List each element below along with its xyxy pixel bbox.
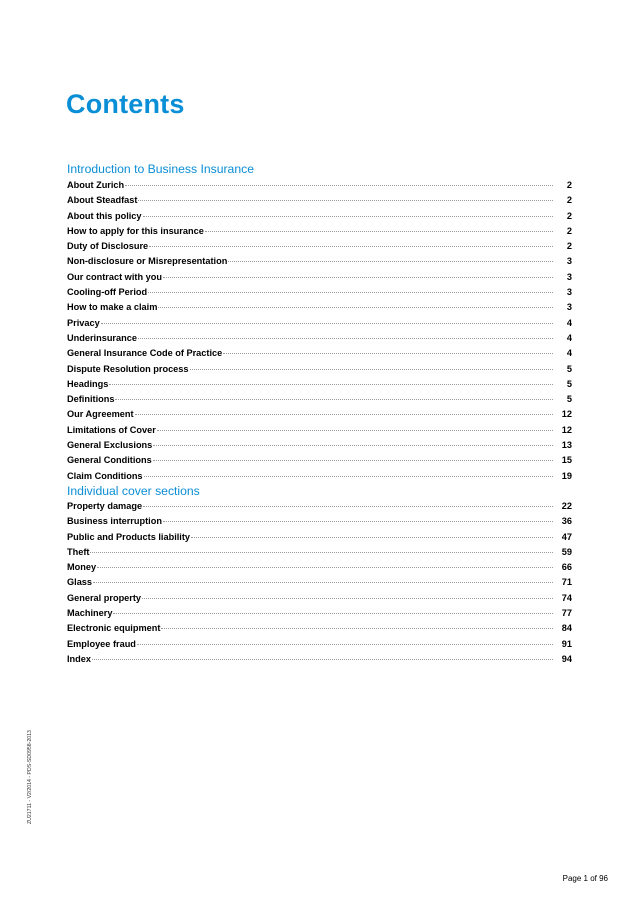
toc-entry-page[interactable]: 91 xyxy=(561,638,572,649)
toc-entry[interactable] xyxy=(67,438,572,453)
toc-entry-page[interactable]: 12 xyxy=(561,424,572,435)
toc-entry-label[interactable]: Definitions xyxy=(67,394,115,405)
dot-leader xyxy=(149,246,553,247)
toc-entry-page[interactable]: 3 xyxy=(566,287,572,298)
toc-entry-label[interactable]: About Steadfast xyxy=(67,195,138,206)
dot-leader xyxy=(93,582,553,583)
toc-entry[interactable] xyxy=(67,423,572,438)
toc-entry[interactable] xyxy=(67,453,572,468)
toc-entry[interactable] xyxy=(67,560,572,575)
dot-leader xyxy=(115,399,553,400)
toc-entry-page[interactable]: 22 xyxy=(561,501,572,511)
toc-entry-page[interactable]: 2 xyxy=(566,225,572,236)
toc-entry-label[interactable]: Limitations of Cover xyxy=(67,424,156,435)
toc-entry[interactable] xyxy=(67,530,572,545)
toc-entry-page[interactable]: 3 xyxy=(566,271,572,282)
toc-entry-page[interactable]: 74 xyxy=(561,592,572,603)
dot-leader xyxy=(142,598,553,599)
toc-entry[interactable] xyxy=(67,499,572,514)
dot-leader xyxy=(143,216,553,217)
toc-entry-label[interactable]: Public and Products liability xyxy=(67,531,191,542)
toc-entry-label[interactable]: Claim Conditions xyxy=(67,470,143,481)
toc-entry-label[interactable]: General Insurance Code of Practice xyxy=(67,348,223,359)
toc-entry[interactable] xyxy=(67,239,572,254)
dot-leader xyxy=(191,537,553,538)
dot-leader xyxy=(137,644,553,645)
toc-entry-label[interactable]: General property xyxy=(67,592,142,603)
toc-entry[interactable] xyxy=(67,209,572,224)
dot-leader xyxy=(90,552,553,553)
toc-entry-label[interactable]: Machinery xyxy=(67,608,113,619)
toc-entry[interactable] xyxy=(67,621,572,636)
toc-entry[interactable] xyxy=(67,591,572,606)
toc-entry-label[interactable]: General Exclusions xyxy=(67,440,153,451)
toc-entry[interactable] xyxy=(67,392,572,407)
toc-entry-label[interactable]: Our Agreement xyxy=(67,409,134,420)
dot-leader xyxy=(161,628,553,629)
toc-entry[interactable] xyxy=(67,316,572,331)
toc-entry-label[interactable]: Dispute Resolution process xyxy=(67,363,189,374)
dot-leader xyxy=(148,292,553,293)
page-indicator: Page 1 of 96 xyxy=(562,874,608,883)
toc-entry-label[interactable]: About Zurich xyxy=(67,180,125,190)
toc-entry[interactable] xyxy=(67,254,572,269)
toc-entry-page[interactable]: 94 xyxy=(561,653,572,664)
toc-entry-page[interactable]: 5 xyxy=(566,378,572,389)
dot-leader xyxy=(190,369,553,370)
toc-entry[interactable] xyxy=(67,346,572,361)
toc-entry[interactable] xyxy=(67,178,572,193)
section-heading-cover-sections: Individual cover sections xyxy=(67,484,200,498)
toc-entry-label[interactable]: Electronic equipment xyxy=(67,623,161,634)
dot-leader xyxy=(153,445,553,446)
toc-entry-label[interactable]: Money xyxy=(67,562,97,573)
dot-leader xyxy=(138,200,553,201)
dot-leader xyxy=(153,460,553,461)
dot-leader xyxy=(223,353,553,354)
toc-entry-page[interactable]: 4 xyxy=(566,317,572,328)
toc-entry-page[interactable]: 19 xyxy=(561,470,572,481)
section-heading-introduction: Introduction to Business Insurance xyxy=(67,162,254,176)
dot-leader xyxy=(144,476,553,477)
toc-entry-page[interactable]: 13 xyxy=(561,440,572,451)
document-code: ZU21711 - V2/2014 - PDS-SD0958-2013 xyxy=(27,730,33,824)
toc-entry-label[interactable]: How to apply for this insurance xyxy=(67,225,204,236)
toc-list-introduction xyxy=(67,178,572,484)
toc-entry[interactable] xyxy=(67,285,572,300)
toc-entry-label[interactable]: Theft xyxy=(67,546,90,557)
toc-entry-page[interactable]: 4 xyxy=(566,348,572,359)
toc-entry-page[interactable]: 2 xyxy=(566,241,572,252)
toc-entry[interactable] xyxy=(67,193,572,208)
dot-leader xyxy=(113,613,553,614)
page-title: Contents xyxy=(66,89,185,119)
dot-leader xyxy=(163,277,553,278)
dot-leader xyxy=(92,659,553,660)
toc-entry-page[interactable]: 77 xyxy=(561,608,572,619)
toc-entry-page[interactable]: 3 xyxy=(566,256,572,267)
toc-entry-label[interactable]: General Conditions xyxy=(67,455,152,466)
toc-entry-page[interactable]: 4 xyxy=(566,332,572,343)
dot-leader xyxy=(109,384,553,385)
toc-entry-label[interactable]: Glass xyxy=(67,577,93,588)
dot-leader xyxy=(205,231,553,232)
toc-entry-label[interactable]: Our contract with you xyxy=(67,271,162,282)
toc-entry[interactable] xyxy=(67,606,572,621)
toc-entry-page[interactable]: 12 xyxy=(561,409,572,420)
toc-entry[interactable] xyxy=(67,377,572,392)
toc-entry-page[interactable]: 66 xyxy=(561,562,572,573)
toc-entry-label[interactable]: Cooling-off Period xyxy=(67,287,148,298)
toc-entry[interactable] xyxy=(67,545,572,560)
toc-entry-label[interactable]: Duty of Disclosure xyxy=(67,241,149,252)
toc-entry-label[interactable]: Business interruption xyxy=(67,516,162,527)
toc-entry-label[interactable]: Privacy xyxy=(67,317,100,328)
dot-leader xyxy=(97,567,553,568)
toc-entry[interactable] xyxy=(67,469,572,484)
toc-entry[interactable] xyxy=(67,575,572,590)
toc-list-cover-sections xyxy=(67,499,572,667)
toc-entry-label[interactable]: Employee fraud xyxy=(67,638,136,649)
dot-leader xyxy=(138,338,553,339)
toc-entry-label[interactable]: About this policy xyxy=(67,210,142,221)
toc-entry-label[interactable]: Property damage xyxy=(67,501,143,511)
dot-leader xyxy=(143,506,553,507)
toc-entry-page[interactable]: 2 xyxy=(566,180,572,190)
toc-entry-page[interactable]: 3 xyxy=(566,302,572,313)
toc-entry[interactable] xyxy=(67,652,572,667)
toc-entry[interactable] xyxy=(67,637,572,652)
toc-entry-page[interactable]: 15 xyxy=(561,455,572,466)
toc-entry-page[interactable]: 84 xyxy=(561,623,572,634)
toc-entry[interactable] xyxy=(67,407,572,422)
dot-leader xyxy=(158,307,553,308)
toc-entry-page[interactable]: 5 xyxy=(566,394,572,405)
dot-leader xyxy=(157,430,553,431)
dot-leader xyxy=(125,185,553,186)
dot-leader xyxy=(101,323,553,324)
toc-entry[interactable] xyxy=(67,270,572,285)
toc-entry-label[interactable]: Underinsurance xyxy=(67,332,137,343)
toc-entry[interactable] xyxy=(67,331,572,346)
toc-entry-page[interactable]: 59 xyxy=(561,546,572,557)
toc-entry-page[interactable]: 2 xyxy=(566,195,572,206)
toc-entry-label[interactable]: Index xyxy=(67,653,91,664)
toc-entry-page[interactable]: 5 xyxy=(566,363,572,374)
toc-entry-label[interactable]: How to make a claim xyxy=(67,302,158,313)
toc-entry[interactable] xyxy=(67,362,572,377)
toc-entry[interactable] xyxy=(67,300,572,315)
dot-leader xyxy=(135,414,553,415)
toc-entry-page[interactable]: 2 xyxy=(566,210,572,221)
toc-entry-page[interactable]: 36 xyxy=(561,516,572,527)
toc-entry-page[interactable]: 47 xyxy=(561,531,572,542)
toc-entry[interactable] xyxy=(67,224,572,239)
toc-entry-page[interactable]: 71 xyxy=(561,577,572,588)
toc-entry[interactable] xyxy=(67,514,572,529)
dot-leader xyxy=(228,261,553,262)
toc-entry-label[interactable]: Headings xyxy=(67,378,109,389)
dot-leader xyxy=(163,521,553,522)
toc-entry-label[interactable]: Non-disclosure or Misrepresentation xyxy=(67,256,228,267)
